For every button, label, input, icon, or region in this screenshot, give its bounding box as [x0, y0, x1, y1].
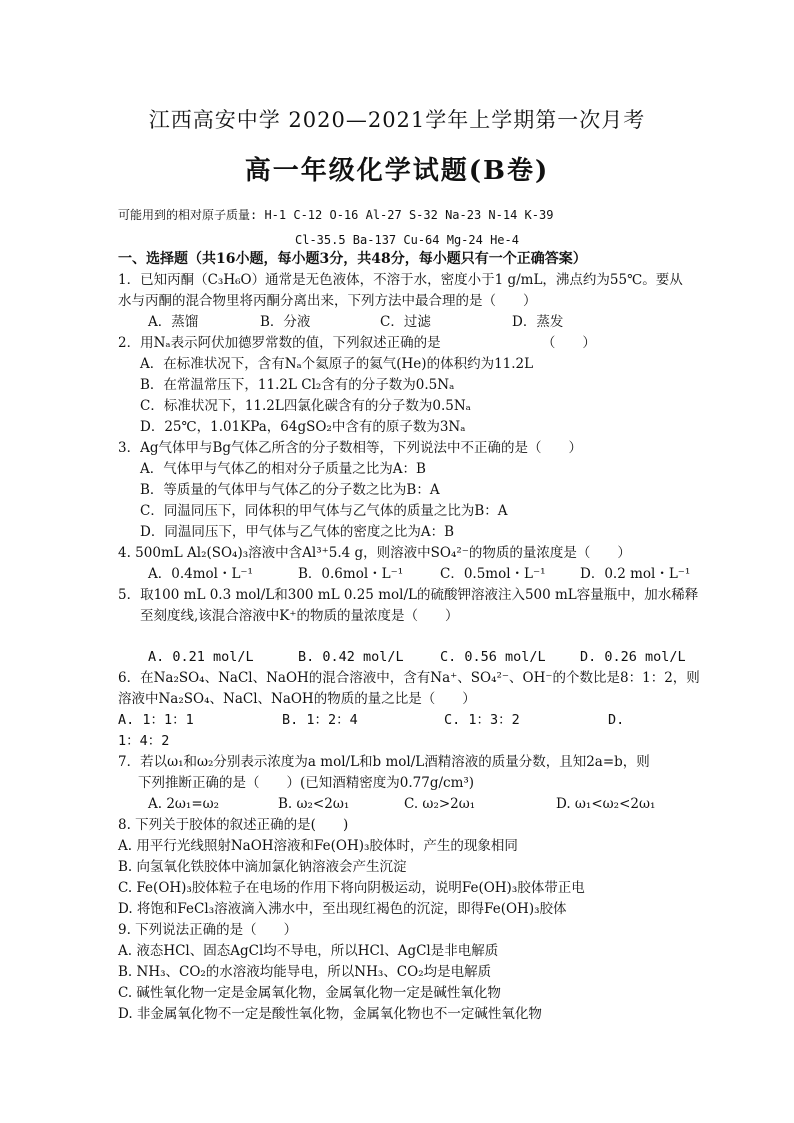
- q5-stem: 5．取100 mL 0.3 mol/L和300 mL 0.25 mol/L的硫酸钾溶液注入500 mL容量瓶中，加水稀释: [118, 587, 699, 603]
- q7-option-d: D. ω₁<ω₂<2ω₁: [556, 796, 656, 812]
- q5-option-d: D. 0.26 mol/L: [580, 649, 686, 665]
- q4-stem: 4. 500mL Al₂(SO₄)₃溶液中含Al³⁺5.4 g，则溶液中SO₄²⁻的物质的量浓度是（ ）: [118, 545, 631, 561]
- q9-option-b: B. NH₃、CO₂的水溶液均能导电，所以NH₃、CO₂均是电解质: [118, 964, 492, 980]
- atomic-masses-line2: Cl-35.5 Ba-137 Cu-64 Mg-24 He-4: [295, 233, 519, 247]
- q8-stem: 8. 下列关于胶体的叙述正确的是( ): [118, 817, 349, 833]
- q5-option-c: C. 0.56 mol/L: [440, 649, 546, 665]
- q1-option-c: C．过滤: [380, 314, 431, 330]
- q1-option-d: D．蒸发: [512, 314, 564, 330]
- q7-stem-cont: 下列推断正确的是（ ）(已知酒精密度为0.77g/cm³): [138, 775, 475, 791]
- q1-option-b: B．分液: [260, 314, 311, 330]
- q7-option-a: A. 2ω₁=ω₂: [148, 796, 220, 812]
- section1-heading: 一、选择题（共16小题，每小题3分，共48分，每小题只有一个正确答案）: [118, 251, 587, 267]
- q1-stem: 1．已知丙酮（C₃H₆O）通常是无色液体，不溶于水，密度小于1 g/mL，沸点约为55℃。要从: [118, 272, 683, 288]
- q2-stem: 2．用Nₐ表示阿伏加德罗常数的值，下列叙述正确的是 （ ）: [118, 335, 596, 351]
- q4-option-a: A．0.4mol・L⁻¹: [148, 566, 253, 582]
- q9-option-c: C. 碱性氧化物一定是金属氧化物，金属氧化物一定是碱性氧化物: [118, 985, 501, 1001]
- q4-option-c: C．0.5mol・L⁻¹: [440, 566, 546, 582]
- q6-stem: 6．在Na₂SO₄、NaCl、NaOH的混合溶液中，含有Na⁺、SO₄²⁻、OH⁻的个数比是8：1：2，则: [118, 670, 700, 686]
- q2-option-b: B．在常温常压下，11.2L Cl₂含有的分子数为0.5Nₐ: [140, 377, 455, 393]
- q7-option-c: C. ω₂>2ω₁: [404, 796, 476, 812]
- q3-option-c: C．同温同压下，同体积的甲气体与乙气体的质量之比为B：A: [140, 503, 508, 519]
- q5-stem-cont: 至刻度线,该混合溶液中K⁺的物质的量浓度是（ ）: [140, 608, 459, 624]
- q6-option-c: C. 1：3：2: [444, 712, 520, 728]
- q9-option-a: A. 液态HCl、固态AgCl均不导电，所以HCl、AgCl是非电解质: [118, 943, 499, 959]
- q8-option-b: B. 向氢氧化铁胶体中滴加氯化钠溶液会产生沉淀: [118, 859, 407, 875]
- exam-title: 江西高安中学 2020—2021学年上学期第一次月考: [148, 108, 646, 132]
- q6-option-b: B. 1：2：4: [282, 712, 358, 728]
- q6-option-a: A. 1：1：1: [118, 712, 194, 728]
- atomic-masses-line1: 可能用到的相对原子质量: H-1 C-12 O-16 Al-27 S-32 Na-23 N-14 K-39: [118, 208, 554, 222]
- q9-option-d: D. 非金属氧化物不一定是酸性氧化物，金属氧化物也不一定碱性氧化物: [118, 1006, 542, 1022]
- q4-option-d: D．0.2 mol・L⁻¹: [580, 566, 691, 582]
- q6-option-d: D.: [608, 712, 625, 728]
- q7-stem: 7．若以ω₁和ω₂分别表示浓度为a mol/L和b mol/L酒精溶液的质量分数，且知2a=b，则: [118, 754, 650, 770]
- q4-option-b: B．0.6mol・L⁻¹: [298, 566, 404, 582]
- q7-option-b: B. ω₂<2ω₁: [278, 796, 350, 812]
- q3-option-b: B．等质量的气体甲与气体乙的分子数之比为B：A: [140, 482, 440, 498]
- q1-option-a: A．蒸馏: [148, 314, 199, 330]
- q1-stem-cont: 水与丙酮的混合物里将丙酮分离出来，下列方法中最合理的是（ ）: [118, 293, 537, 309]
- q2-option-c: C．标准状况下，11.2L四氯化碳含有的分子数为0.5Nₐ: [140, 398, 471, 414]
- q3-option-d: D．同温同压下，甲气体与乙气体的密度之比为A：B: [140, 524, 454, 540]
- q3-option-a: A．气体甲与气体乙的相对分子质量之比为A：B: [140, 461, 426, 477]
- q8-option-c: C. Fe(OH)₃胶体粒子在电场的作用下将向阴极运动，说明Fe(OH)₃胶体带正电: [118, 880, 585, 896]
- q2-option-a: A．在标准状况下，含有Nₐ个氦原子的氦气(He)的体积约为11.2L: [140, 356, 534, 372]
- q2-option-d: D．25℃，1.01KPa，64gSO₂中含有的原子数为3Nₐ: [140, 419, 466, 435]
- q3-stem: 3．Ag气体甲与Bg气体乙所含的分子数相等，下列说法中不正确的是（ ）: [118, 440, 583, 456]
- q9-stem: 9. 下列说法正确的是（ ）: [118, 922, 298, 938]
- q5-option-a: A. 0.21 mol/L: [148, 649, 254, 665]
- q5-option-b: B. 0.42 mol/L: [298, 649, 404, 665]
- exam-subtitle: 高一年级化学试题(B卷): [244, 156, 550, 186]
- q6-option-d-value: 1：4：2: [118, 733, 170, 749]
- q6-stem-cont: 溶液中Na₂SO₄、NaCl、NaOH的物质的量之比是（ ）: [118, 691, 476, 707]
- q8-option-d: D. 将饱和FeCl₃溶液滴入沸水中，至出现红褐色的沉淀，即得Fe(OH)₃胶体: [118, 901, 567, 917]
- q8-option-a: A. 用平行光线照射NaOH溶液和Fe(OH)₃胶体时，产生的现象相同: [118, 838, 518, 854]
